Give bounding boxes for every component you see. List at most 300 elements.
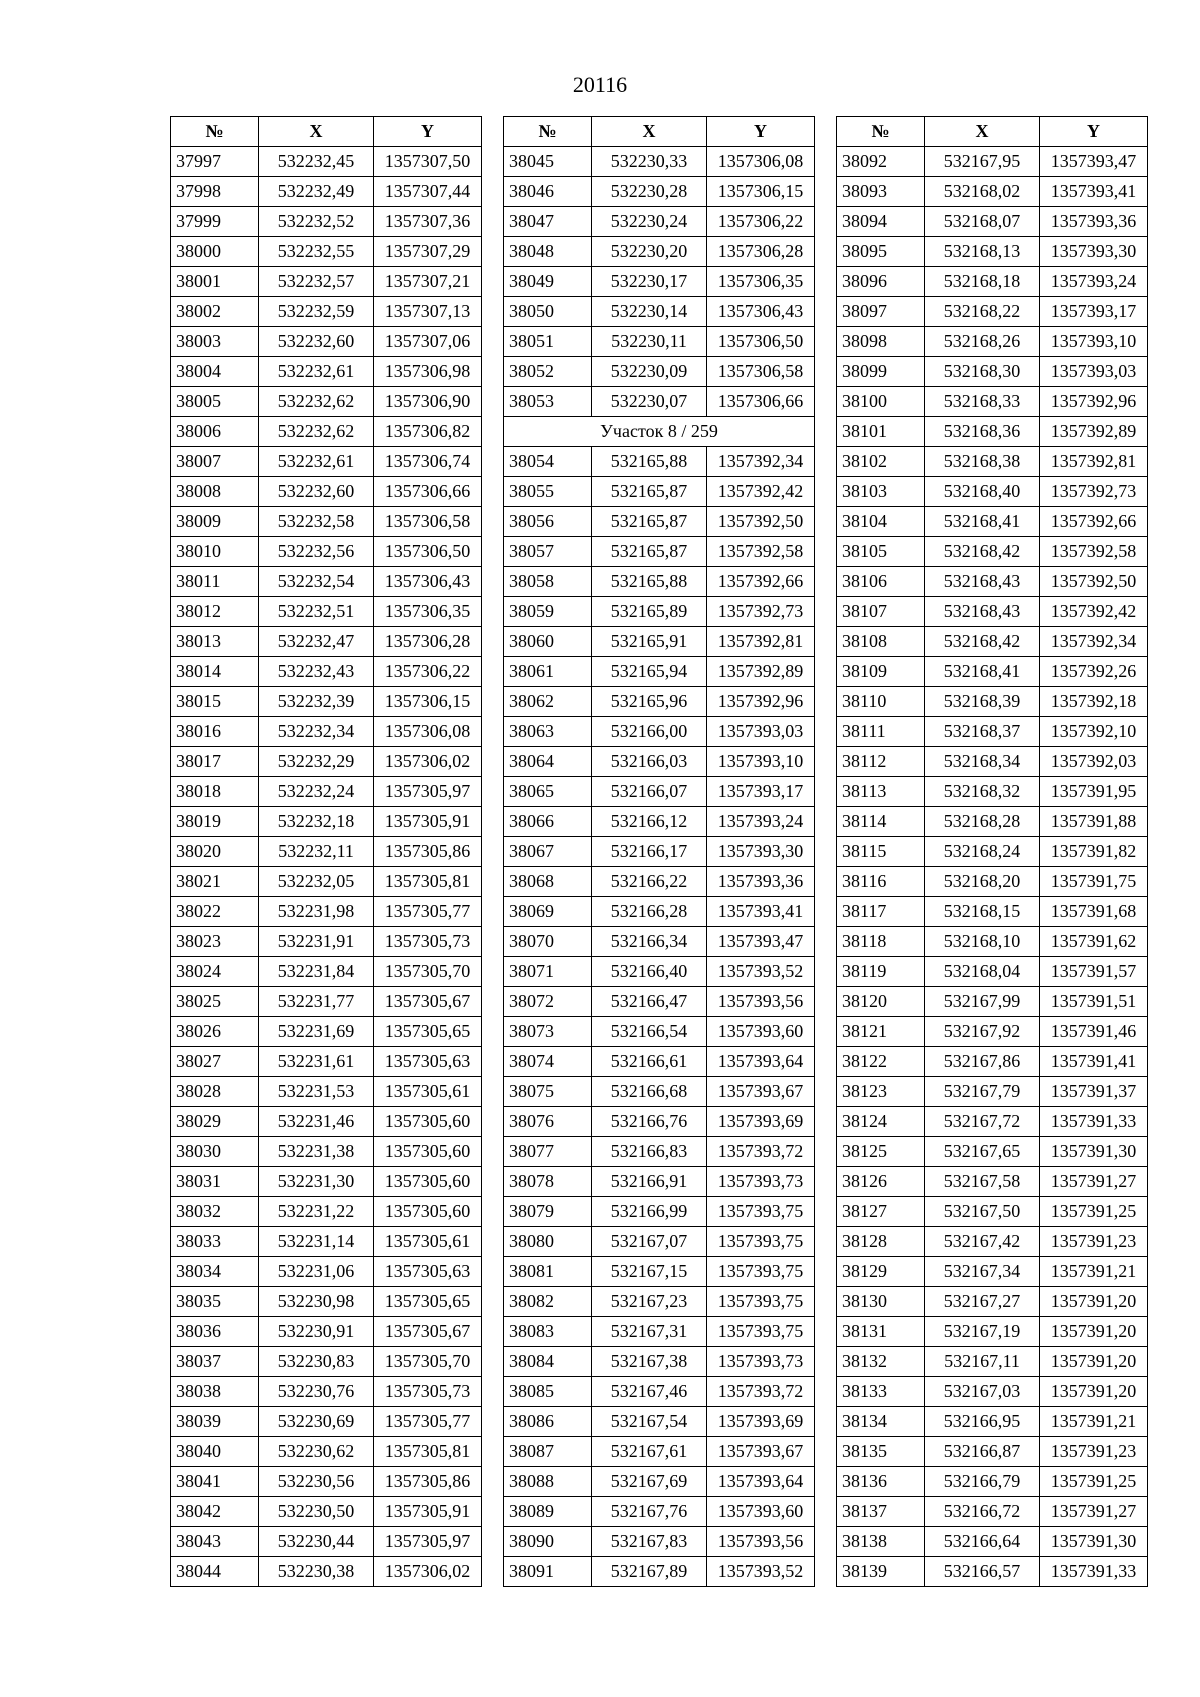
y-coordinate: 1357393,69 [707,1107,815,1137]
y-coordinate: 1357392,73 [1040,477,1148,507]
x-coordinate: 532230,38 [259,1557,374,1587]
point-number: 38023 [171,927,259,957]
point-number: 38138 [837,1527,925,1557]
table-row [837,927,1148,957]
point-number: 38134 [837,1407,925,1437]
table-row [837,1407,1148,1437]
y-coordinate: 1357305,81 [374,1437,482,1467]
y-coordinate: 1357391,51 [1040,987,1148,1017]
y-coordinate: 1357392,26 [1040,657,1148,687]
x-coordinate: 532168,30 [925,357,1040,387]
y-coordinate: 1357305,73 [374,1377,482,1407]
y-coordinate: 1357305,91 [374,807,482,837]
y-coordinate: 1357392,42 [707,477,815,507]
table-row [504,1437,815,1467]
table-row [837,297,1148,327]
y-coordinate: 1357306,66 [707,387,815,417]
table-row [504,867,815,897]
x-coordinate: 532167,11 [925,1347,1040,1377]
point-number: 38069 [504,897,592,927]
table-row [171,267,482,297]
y-coordinate: 1357391,20 [1040,1287,1148,1317]
y-coordinate: 1357391,23 [1040,1227,1148,1257]
point-number: 38029 [171,1107,259,1137]
table-row [504,1107,815,1137]
table-row [171,1527,482,1557]
y-coordinate: 1357393,10 [1040,327,1148,357]
y-coordinate: 1357392,34 [707,447,815,477]
table-row [504,477,815,507]
point-number: 38105 [837,537,925,567]
y-coordinate: 1357307,21 [374,267,482,297]
x-coordinate: 532230,62 [259,1437,374,1467]
x-coordinate: 532232,61 [259,447,374,477]
table-row [171,417,482,447]
x-coordinate: 532230,07 [592,387,707,417]
table-row [837,1227,1148,1257]
x-coordinate: 532232,52 [259,207,374,237]
section-label: Участок 8 / 259 [504,417,815,447]
y-coordinate: 1357307,50 [374,147,482,177]
point-number: 38060 [504,627,592,657]
x-coordinate: 532168,43 [925,567,1040,597]
y-coordinate: 1357393,75 [707,1257,815,1287]
x-coordinate: 532166,28 [592,897,707,927]
x-coordinate: 532166,34 [592,927,707,957]
table-row [504,1167,815,1197]
x-coordinate: 532232,51 [259,597,374,627]
x-coordinate: 532230,28 [592,177,707,207]
x-coordinate: 532166,07 [592,777,707,807]
header-y: Y [1040,117,1148,147]
point-number: 38096 [837,267,925,297]
x-coordinate: 532166,54 [592,1017,707,1047]
y-coordinate: 1357393,67 [707,1437,815,1467]
header-x: X [592,117,707,147]
x-coordinate: 532231,53 [259,1077,374,1107]
y-coordinate: 1357306,28 [374,627,482,657]
x-coordinate: 532168,41 [925,657,1040,687]
x-coordinate: 532168,43 [925,597,1040,627]
table-row [837,357,1148,387]
coordinates-table-3 [836,116,1148,1587]
point-number: 38005 [171,387,259,417]
y-coordinate: 1357393,24 [707,807,815,837]
point-number: 38080 [504,1227,592,1257]
y-coordinate: 1357393,60 [707,1017,815,1047]
point-number: 38102 [837,447,925,477]
y-coordinate: 1357392,89 [1040,417,1148,447]
y-coordinate: 1357306,82 [374,417,482,447]
table-row [504,717,815,747]
point-number: 38050 [504,297,592,327]
x-coordinate: 532167,58 [925,1167,1040,1197]
x-coordinate: 532231,98 [259,897,374,927]
table-row [171,507,482,537]
y-coordinate: 1357306,22 [374,657,482,687]
x-coordinate: 532230,76 [259,1377,374,1407]
point-number: 38061 [504,657,592,687]
point-number: 38090 [504,1527,592,1557]
y-coordinate: 1357391,25 [1040,1467,1148,1497]
x-coordinate: 532231,46 [259,1107,374,1137]
y-coordinate: 1357393,24 [1040,267,1148,297]
x-coordinate: 532166,87 [925,1437,1040,1467]
table-row [504,1347,815,1377]
x-coordinate: 532167,99 [925,987,1040,1017]
x-coordinate: 532167,46 [592,1377,707,1407]
table-row [504,1407,815,1437]
point-number: 38107 [837,597,925,627]
y-coordinate: 1357391,30 [1040,1527,1148,1557]
y-coordinate: 1357393,36 [707,867,815,897]
y-coordinate: 1357392,96 [1040,387,1148,417]
point-number: 38135 [837,1437,925,1467]
x-coordinate: 532168,20 [925,867,1040,897]
header-x: X [259,117,374,147]
point-number: 38035 [171,1287,259,1317]
y-coordinate: 1357391,62 [1040,927,1148,957]
x-coordinate: 532167,83 [592,1527,707,1557]
x-coordinate: 532168,22 [925,297,1040,327]
x-coordinate: 532167,65 [925,1137,1040,1167]
x-coordinate: 532166,79 [925,1467,1040,1497]
table-row [837,237,1148,267]
table-row [837,1317,1148,1347]
point-number: 38131 [837,1317,925,1347]
table-row [837,207,1148,237]
y-coordinate: 1357305,81 [374,867,482,897]
x-coordinate: 532232,45 [259,147,374,177]
y-coordinate: 1357393,10 [707,747,815,777]
x-coordinate: 532168,15 [925,897,1040,927]
point-number: 38091 [504,1557,592,1587]
point-number: 38059 [504,597,592,627]
point-number: 38076 [504,1107,592,1137]
x-coordinate: 532232,60 [259,327,374,357]
point-number: 38033 [171,1227,259,1257]
point-number: 38068 [504,867,592,897]
table-row [171,1137,482,1167]
y-coordinate: 1357306,50 [707,327,815,357]
x-coordinate: 532167,31 [592,1317,707,1347]
table-row [837,687,1148,717]
table-row [504,297,815,327]
table-row [171,1497,482,1527]
x-coordinate: 532168,41 [925,507,1040,537]
point-number: 38099 [837,357,925,387]
coordinates-table-1 [170,116,482,1587]
table-row [837,1167,1148,1197]
point-number: 38055 [504,477,592,507]
table-row [171,1257,482,1287]
table-row [837,417,1148,447]
point-number: 38043 [171,1527,259,1557]
y-coordinate: 1357305,60 [374,1107,482,1137]
table-row [837,1047,1148,1077]
table-row [504,807,815,837]
x-coordinate: 532166,40 [592,957,707,987]
x-coordinate: 532168,24 [925,837,1040,867]
x-coordinate: 532231,38 [259,1137,374,1167]
table-row [837,1377,1148,1407]
x-coordinate: 532168,36 [925,417,1040,447]
table-row [837,177,1148,207]
table-row [171,1287,482,1317]
table-row [504,1377,815,1407]
table-row [837,1257,1148,1287]
point-number: 38009 [171,507,259,537]
table-row [504,777,815,807]
y-coordinate: 1357305,65 [374,1287,482,1317]
table-row [171,1227,482,1257]
point-number: 38021 [171,867,259,897]
table-header-row [504,117,815,147]
table-row [837,867,1148,897]
x-coordinate: 532232,39 [259,687,374,717]
point-number: 38017 [171,747,259,777]
table-row [837,657,1148,687]
y-coordinate: 1357392,50 [1040,567,1148,597]
y-coordinate: 1357391,27 [1040,1497,1148,1527]
x-coordinate: 532165,87 [592,477,707,507]
table-row [504,567,815,597]
point-number: 38106 [837,567,925,597]
header-y: Y [374,117,482,147]
point-number: 38007 [171,447,259,477]
x-coordinate: 532168,10 [925,927,1040,957]
x-coordinate: 532232,11 [259,837,374,867]
x-coordinate: 532231,84 [259,957,374,987]
table-row [504,1497,815,1527]
point-number: 38081 [504,1257,592,1287]
point-number: 38108 [837,627,925,657]
x-coordinate: 532166,72 [925,1497,1040,1527]
y-coordinate: 1357306,43 [707,297,815,327]
y-coordinate: 1357391,27 [1040,1167,1148,1197]
y-coordinate: 1357305,60 [374,1137,482,1167]
table-row [504,627,815,657]
y-coordinate: 1357392,89 [707,657,815,687]
table-row [504,267,815,297]
y-coordinate: 1357306,02 [374,747,482,777]
y-coordinate: 1357306,22 [707,207,815,237]
table-row [837,1137,1148,1167]
x-coordinate: 532165,91 [592,627,707,657]
x-coordinate: 532231,77 [259,987,374,1017]
x-coordinate: 532230,33 [592,147,707,177]
y-coordinate: 1357392,50 [707,507,815,537]
table-header-row [837,117,1148,147]
y-coordinate: 1357305,67 [374,987,482,1017]
table-row [171,837,482,867]
table-row [837,1497,1148,1527]
table-row [837,1437,1148,1467]
table-row [504,537,815,567]
x-coordinate: 532166,68 [592,1077,707,1107]
x-coordinate: 532166,95 [925,1407,1040,1437]
point-number: 38018 [171,777,259,807]
point-number: 38006 [171,417,259,447]
point-number: 38103 [837,477,925,507]
table-row [504,177,815,207]
table-row [171,447,482,477]
point-number: 38058 [504,567,592,597]
table-row [171,207,482,237]
x-coordinate: 532232,55 [259,237,374,267]
table-row [171,1377,482,1407]
point-number: 38123 [837,1077,925,1107]
point-number: 38039 [171,1407,259,1437]
point-number: 38086 [504,1407,592,1437]
y-coordinate: 1357306,50 [374,537,482,567]
y-coordinate: 1357392,34 [1040,627,1148,657]
y-coordinate: 1357393,69 [707,1407,815,1437]
x-coordinate: 532165,88 [592,567,707,597]
y-coordinate: 1357391,82 [1040,837,1148,867]
point-number: 38118 [837,927,925,957]
point-number: 38063 [504,717,592,747]
point-number: 38139 [837,1557,925,1587]
x-coordinate: 532167,89 [592,1557,707,1587]
y-coordinate: 1357307,36 [374,207,482,237]
point-number: 38097 [837,297,925,327]
table-row [504,207,815,237]
y-coordinate: 1357392,81 [707,627,815,657]
header-number: № [504,117,592,147]
y-coordinate: 1357305,61 [374,1227,482,1257]
x-coordinate: 532232,62 [259,387,374,417]
table-row [837,147,1148,177]
table-row [837,1347,1148,1377]
table-row [837,897,1148,927]
y-coordinate: 1357305,60 [374,1167,482,1197]
point-number: 38120 [837,987,925,1017]
y-coordinate: 1357305,65 [374,1017,482,1047]
point-number: 38119 [837,957,925,987]
table-row [171,567,482,597]
table-row [171,777,482,807]
point-number: 38028 [171,1077,259,1107]
y-coordinate: 1357393,52 [707,957,815,987]
table-row [171,477,482,507]
y-coordinate: 1357393,03 [707,717,815,747]
point-number: 38003 [171,327,259,357]
y-coordinate: 1357392,66 [707,567,815,597]
y-coordinate: 1357393,72 [707,1137,815,1167]
y-coordinate: 1357391,57 [1040,957,1148,987]
page-number: 20116 [572,72,628,97]
y-coordinate: 1357393,03 [1040,357,1148,387]
x-coordinate: 532168,32 [925,777,1040,807]
x-coordinate: 532166,83 [592,1137,707,1167]
table-row [837,1557,1148,1587]
y-coordinate: 1357393,75 [707,1287,815,1317]
point-number: 38004 [171,357,259,387]
y-coordinate: 1357306,28 [707,237,815,267]
point-number: 38094 [837,207,925,237]
point-number: 38015 [171,687,259,717]
y-coordinate: 1357305,97 [374,777,482,807]
point-number: 38067 [504,837,592,867]
y-coordinate: 1357306,02 [374,1557,482,1587]
x-coordinate: 532167,86 [925,1047,1040,1077]
point-number: 38088 [504,1467,592,1497]
x-coordinate: 532232,47 [259,627,374,657]
x-coordinate: 532232,60 [259,477,374,507]
table-header-row [171,117,482,147]
x-coordinate: 532166,12 [592,807,707,837]
point-number: 38016 [171,717,259,747]
table-row [837,717,1148,747]
x-coordinate: 532166,64 [925,1527,1040,1557]
x-coordinate: 532232,05 [259,867,374,897]
x-coordinate: 532165,94 [592,657,707,687]
point-number: 38100 [837,387,925,417]
y-coordinate: 1357393,36 [1040,207,1148,237]
y-coordinate: 1357392,03 [1040,747,1148,777]
table-row [171,1347,482,1377]
y-coordinate: 1357305,67 [374,1317,482,1347]
point-number: 38093 [837,177,925,207]
x-coordinate: 532168,34 [925,747,1040,777]
table-row [504,1557,815,1587]
table-row [504,987,815,1017]
table-row [837,327,1148,357]
point-number: 38032 [171,1197,259,1227]
table-row [837,1077,1148,1107]
point-number: 38095 [837,237,925,267]
y-coordinate: 1357393,47 [707,927,815,957]
y-coordinate: 1357306,66 [374,477,482,507]
y-coordinate: 1357392,73 [707,597,815,627]
table-row [504,747,815,777]
header-number: № [837,117,925,147]
table-row [837,1287,1148,1317]
point-number: 38036 [171,1317,259,1347]
point-number: 38071 [504,957,592,987]
table-row [837,957,1148,987]
x-coordinate: 532167,79 [925,1077,1040,1107]
y-coordinate: 1357391,23 [1040,1437,1148,1467]
point-number: 38127 [837,1197,925,1227]
point-number: 38125 [837,1137,925,1167]
table-row [171,867,482,897]
point-number: 38001 [171,267,259,297]
x-coordinate: 532167,07 [592,1227,707,1257]
table-row [504,357,815,387]
x-coordinate: 532232,57 [259,267,374,297]
y-coordinate: 1357391,68 [1040,897,1148,927]
y-coordinate: 1357393,75 [707,1317,815,1347]
x-coordinate: 532232,54 [259,567,374,597]
table-row [504,1047,815,1077]
table-row [837,987,1148,1017]
point-number: 38011 [171,567,259,597]
table-row [504,1017,815,1047]
table-row [837,537,1148,567]
x-coordinate: 532232,62 [259,417,374,447]
x-coordinate: 532230,56 [259,1467,374,1497]
x-coordinate: 532167,69 [592,1467,707,1497]
table-row [504,147,815,177]
table-row [171,1077,482,1107]
point-number: 38019 [171,807,259,837]
point-number: 38066 [504,807,592,837]
point-number: 38052 [504,357,592,387]
table-row [504,1287,815,1317]
y-coordinate: 1357391,30 [1040,1137,1148,1167]
